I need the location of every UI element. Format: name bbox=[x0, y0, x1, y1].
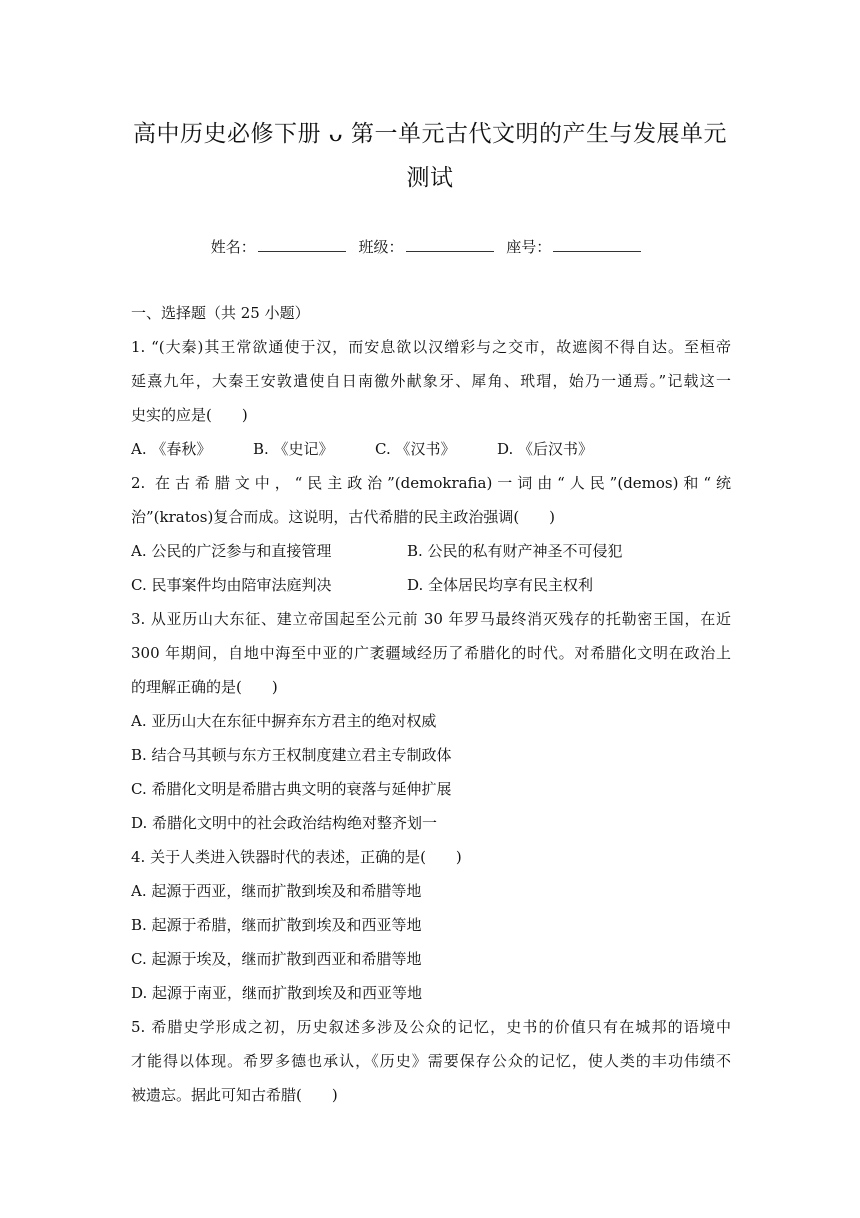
name-blank bbox=[258, 237, 346, 252]
class-blank bbox=[406, 237, 494, 252]
question-4 bbox=[131, 846, 731, 1016]
title-line-1: 高中历史必修下册 ᴗ 第一单元古代文明的产生与发展单元 bbox=[133, 121, 727, 147]
question-2-option-c: C. 民事案件均由陪审法庭判决 bbox=[131, 576, 332, 594]
section-heading: 一、选择题（共 25 小题） bbox=[131, 304, 310, 322]
question-1-options bbox=[131, 438, 731, 472]
question-3-option-b: B. 结合马其顿与东方王权制度建立君主专制政体 bbox=[131, 746, 452, 764]
question-5-line-3: 被遗忘。据此可知古希腊( ) bbox=[131, 1086, 338, 1104]
question-1-line-2: 延熹九年，大秦王安敦遣使自日南徼外献象牙、犀角、玳瑁，始乃一通焉。”记载这一 bbox=[131, 372, 731, 390]
question-3-line-3: 的理解正确的是( ) bbox=[131, 678, 278, 696]
question-list bbox=[131, 302, 731, 1118]
question-5 bbox=[131, 1016, 731, 1118]
question-4-option-b: B. 起源于希腊，继而扩散到埃及和西亚等地 bbox=[131, 916, 422, 934]
question-1-option-c: C. 《汉书》 bbox=[375, 440, 456, 458]
question-2-option-b: B. 公民的私有财产神圣不可侵犯 bbox=[407, 542, 623, 560]
question-4-option-a: A. 起源于西亚，继而扩散到埃及和希腊等地 bbox=[131, 882, 422, 900]
seat-label: 座号： bbox=[506, 238, 552, 256]
question-1-option-d: D. 《后汉书》 bbox=[497, 440, 594, 458]
question-1 bbox=[131, 336, 731, 472]
question-2 bbox=[131, 472, 731, 608]
title-line-2: 测试 bbox=[406, 165, 454, 191]
question-3-option-c: C. 希腊化文明是希腊古典文明的衰落与延伸扩展 bbox=[131, 780, 452, 798]
question-4-option-d: D. 起源于南亚，继而扩散到埃及和西亚等地 bbox=[131, 984, 423, 1002]
student-info bbox=[0, 236, 860, 258]
name-label: 姓名： bbox=[210, 238, 256, 256]
question-1-option-a: A. 《春秋》 bbox=[131, 440, 212, 458]
question-3-line-2: 300 年期间，自地中海至中亚的广袤疆域经历了希腊化的时代。对希腊化文明在政治上 bbox=[131, 644, 731, 662]
question-5-line-2: 才能得以体现。希罗多德也承认，《历史》需要保存公众的记忆，使人类的丰功伟绩不 bbox=[131, 1052, 731, 1070]
question-2-line-2: 治”(kratos)复合而成。这说明，古代希腊的民主政治强调( ) bbox=[131, 508, 556, 526]
question-2-line-1: 2. 在古希腊文中，“民主政治”(demokrafia)一词由“人民”(demos)和“统 bbox=[131, 474, 731, 492]
question-2-option-d: D. 全体居民均享有民主权利 bbox=[407, 576, 594, 594]
question-3-option-a: A. 亚历山大在东征中摒弃东方君主的绝对权威 bbox=[131, 712, 437, 730]
question-2-options-row-2 bbox=[131, 574, 731, 608]
question-3-option-d: D. 希腊化文明中的社会政治结构绝对整齐划一 bbox=[131, 814, 438, 832]
question-2-options-row-1 bbox=[131, 540, 731, 574]
question-1-line-3: 史实的应是( ) bbox=[131, 406, 248, 424]
question-4-line-1: 4. 关于人类进入铁器时代的表述，正确的是( ) bbox=[131, 848, 462, 866]
seat-blank bbox=[553, 237, 641, 252]
question-1-line-1: 1. “(大秦)其王常欲通使于汉，而安息欲以汉缯彩与之交市，故遮阂不得自达。至桓帝 bbox=[131, 338, 731, 356]
question-1-option-b: B. 《史记》 bbox=[253, 440, 334, 458]
question-3-line-1: 3. 从亚历山大东征、建立帝国起至公元前 30 年罗马最终消灭残存的托勒密王国，在近 bbox=[131, 610, 731, 628]
page-title bbox=[120, 112, 740, 200]
question-5-line-1: 5. 希腊史学形成之初，历史叙述多涉及公众的记忆，史书的价值只有在城邦的语境中 bbox=[131, 1018, 731, 1036]
class-label: 班级： bbox=[358, 238, 404, 256]
question-4-option-c: C. 起源于埃及，继而扩散到西亚和希腊等地 bbox=[131, 950, 422, 968]
question-2-option-a: A. 公民的广泛参与和直接管理 bbox=[131, 542, 332, 560]
question-3 bbox=[131, 608, 731, 846]
